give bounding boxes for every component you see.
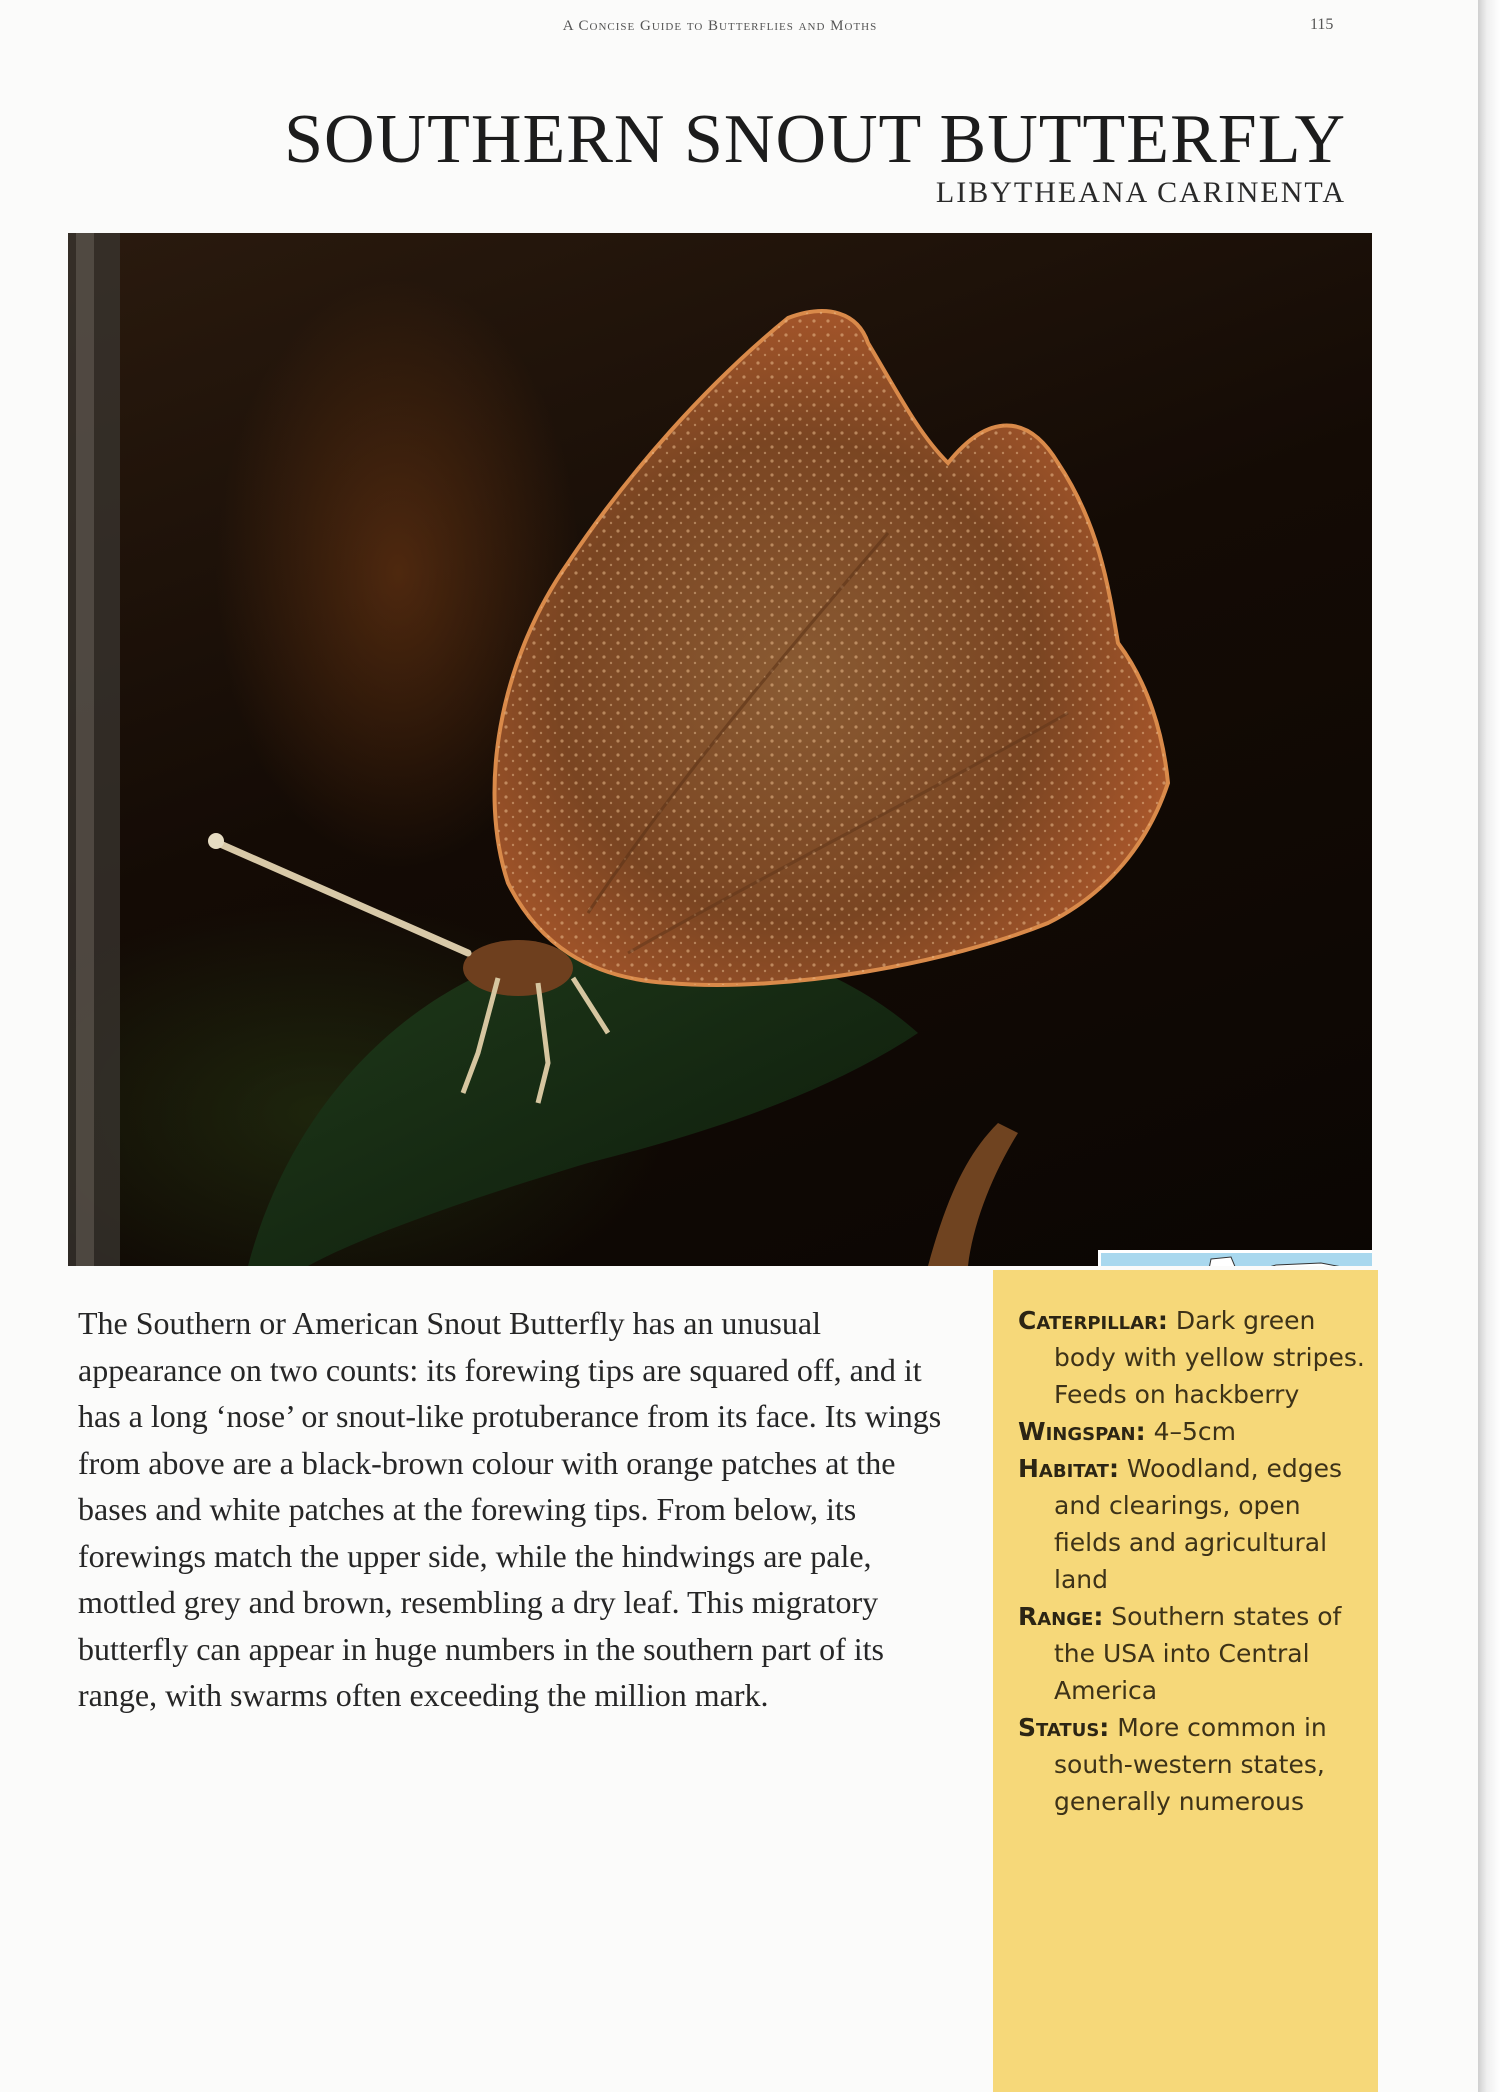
fact-value: Woodland, edges and clearings, open fields and agricultural land bbox=[1054, 1454, 1343, 1594]
fact-label: Caterpillar: bbox=[1018, 1306, 1168, 1335]
fact-value: Southern states of the USA into Central America bbox=[1054, 1602, 1342, 1705]
description-paragraph: The Southern or American Snout Butterfly has an unusual appearance on two counts: its forewing tips are squared off, and it has a long ‘nose’ or snout-like protuberance from its face. Its wings from above are a black-brown colour with orange patches at the bases and white patches at the forewing tips. From below, its forewings match the upper side, while the hindwings are pale, mottled grey and brown, resembling a dry leaf. This migratory butterfly can appear in huge numbers in the southern part of its range, with swarms often exceeding the million mark. bbox=[78, 1305, 942, 1713]
facts-list bbox=[1018, 1302, 1368, 1820]
fact-label: Wingspan: bbox=[1018, 1417, 1146, 1446]
running-head: A Concise Guide to Butterflies and Moths bbox=[562, 18, 878, 34]
page-number: 115 bbox=[1310, 16, 1334, 33]
fact-value: Dark green body with yellow stripes. Feeds on hackberry bbox=[1054, 1306, 1365, 1409]
fact-label: Range: bbox=[1018, 1602, 1104, 1631]
fact-value: More common in south-western states, generally numerous bbox=[1054, 1713, 1327, 1816]
butterfly-photo bbox=[68, 233, 1372, 1266]
fact-label: Status: bbox=[1018, 1713, 1110, 1742]
scientific-name: LIBYTHEANA CARINENTA bbox=[935, 176, 1346, 209]
fact-value: 4–5cm bbox=[1153, 1417, 1236, 1446]
page-edge-shadow bbox=[1478, 0, 1500, 2092]
fact-status bbox=[1018, 1709, 1368, 1820]
fact-caterpillar bbox=[1018, 1302, 1368, 1413]
fact-habitat bbox=[1018, 1450, 1368, 1598]
fact-wingspan bbox=[1018, 1413, 1368, 1450]
fact-range bbox=[1018, 1598, 1368, 1709]
butterfly-illustration bbox=[68, 233, 1372, 1266]
page-title: SOUTHERN SNOUT BUTTERFLY bbox=[284, 101, 1346, 178]
range-map bbox=[1098, 1250, 1372, 1266]
world-map-icon bbox=[1101, 1253, 1372, 1266]
fact-label: Habitat: bbox=[1018, 1454, 1119, 1483]
